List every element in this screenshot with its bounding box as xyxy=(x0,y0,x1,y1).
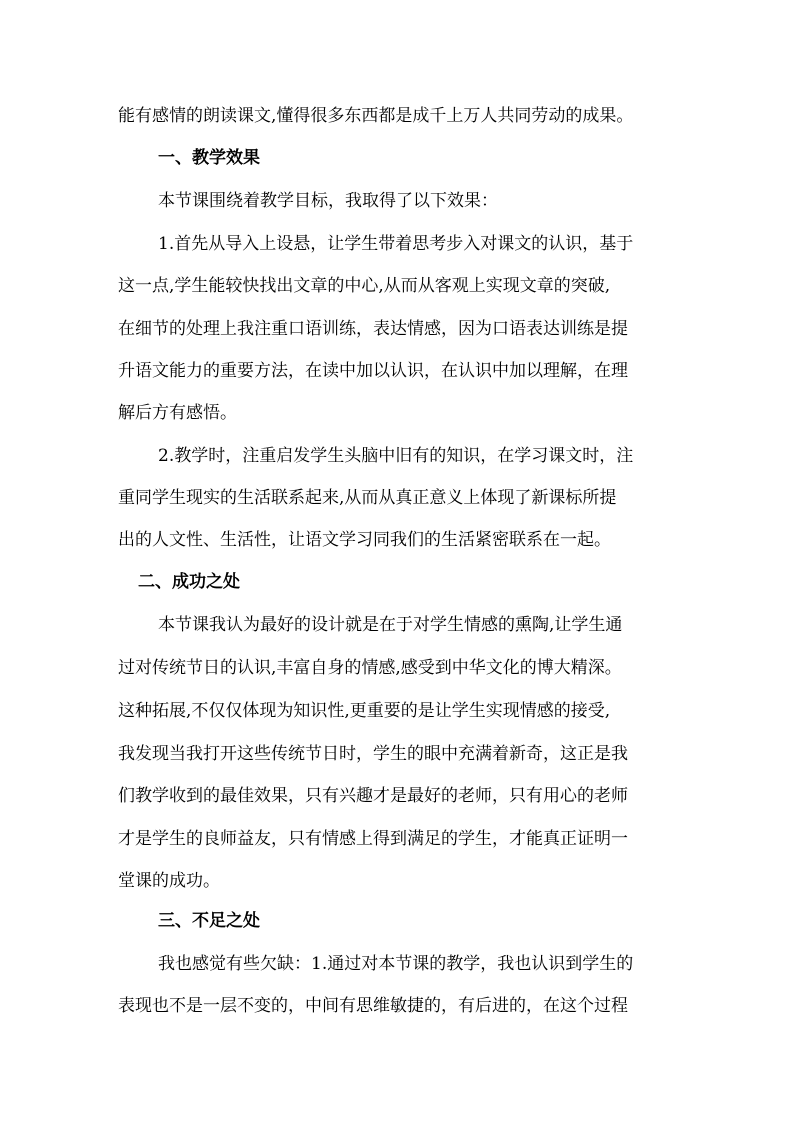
body-line-1: 能有感情的朗读课文,懂得很多东西都是成千上万人共同劳动的成果。 xyxy=(118,106,634,126)
body-line-5: 在细节的处理上我注重口语训练，表达情感，因为口语表达训练是提 xyxy=(118,319,628,339)
body-line-17: 堂课的成功。 xyxy=(118,871,220,891)
body-line-13: 这种拓展,不仅仅体现为知识性,更重要的是让学生实现情感的接受, xyxy=(118,701,611,721)
section-heading-success: 二、成功之处 xyxy=(138,572,240,592)
body-line-3: 1.首先从导入上设悬，让学生带着思考步入对课文的认识，基于 xyxy=(158,234,634,254)
section-heading-shortcomings: 三、不足之处 xyxy=(158,911,260,931)
body-line-11: 本节课我认为最好的设计就是在于对学生情感的熏陶,让学生通 xyxy=(158,615,623,635)
body-line-12: 过对传统节日的认识,丰富自身的情感,感受到中华文化的博大精深。 xyxy=(118,658,622,678)
body-line-19: 表现也不是一层不变的，中间有思维敏捷的，有后进的，在这个过程 xyxy=(118,996,628,1016)
body-line-2: 本节课围绕着教学目标，我取得了以下效果： xyxy=(158,191,498,211)
body-line-18: 我也感觉有些欠缺：1.通过对本节课的教学，我也认识到学生的 xyxy=(158,954,634,974)
section-heading-teaching-effect: 一、教学效果 xyxy=(158,148,260,168)
body-line-15: 们教学收到的最佳效果，只有兴趣才是最好的老师，只有用心的老师 xyxy=(118,786,628,806)
body-line-16: 才是学生的良师益友，只有情感上得到满足的学生，才能真正证明一 xyxy=(118,829,628,849)
body-line-7: 解后方有感悟。 xyxy=(118,403,237,423)
body-line-4: 这一点,学生能较快找出文章的中心,从而从客观上实现文章的突破, xyxy=(118,276,611,296)
body-line-14: 我发现当我打开这些传统节日时，学生的眼中充满着新奇，这正是我 xyxy=(118,744,628,764)
body-line-8: 2.教学时，注重启发学生头脑中旧有的知识，在学习课文时，注 xyxy=(158,446,634,466)
body-line-6: 升语文能力的重要方法，在读中加以认识，在认识中加以理解，在理 xyxy=(118,361,628,381)
body-line-9: 重同学生现实的生活联系起来,从而从真正意义上体现了新课标所提 xyxy=(118,488,617,508)
body-line-10: 出的人文性、生活性，让语文学习同我们的生活紧密联系在一起。 xyxy=(118,530,611,550)
